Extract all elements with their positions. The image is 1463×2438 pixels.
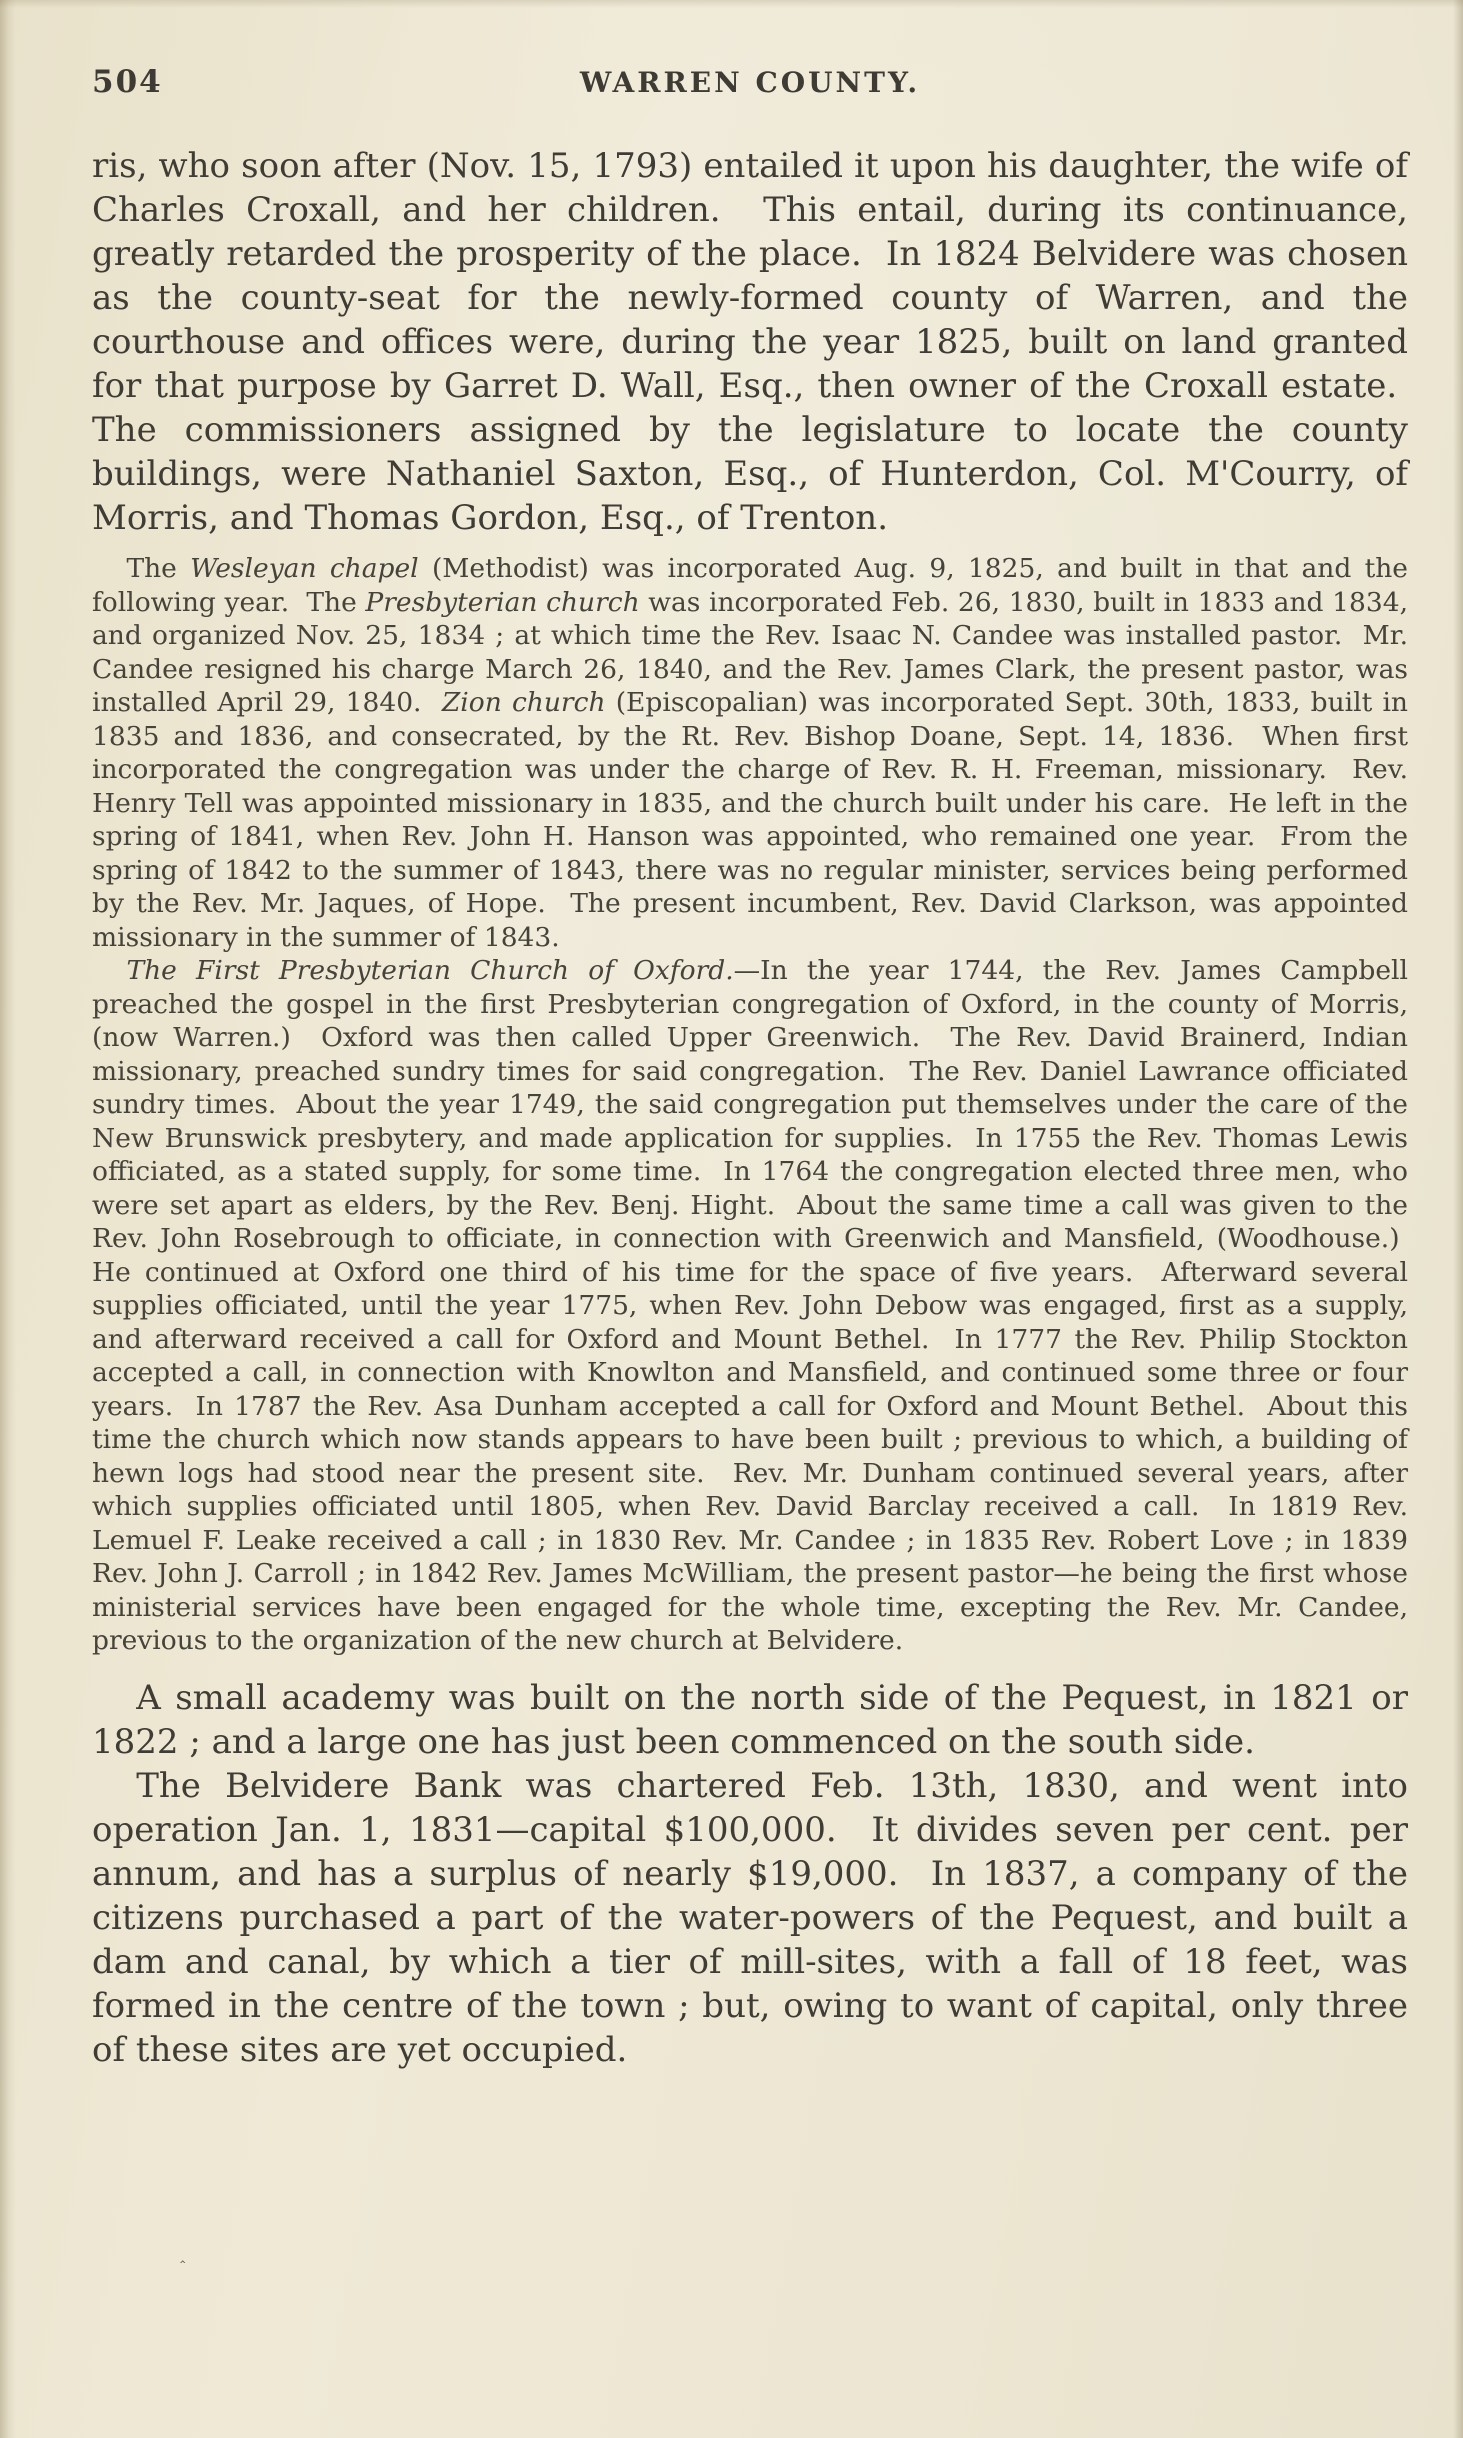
printers-mark: ‸ (180, 2247, 186, 2264)
italic-text-run: Presbyterian church (365, 586, 640, 618)
text-run: The (126, 553, 191, 584)
italic-text-run: Wesleyan chapel (190, 553, 419, 584)
paragraph-academy (92, 1676, 1408, 1764)
running-title: WARREN COUNTY. (579, 66, 921, 99)
text-run: The Belvidere Bank was chartered Feb. 13th, 1830, and went into operation Jan. 1, 1831—capital $100,000. It divides seven per cent. per annum, and has a surplus of nearly $19,000. In 1837, a company of the citizens purchased a part of the water-powers of the Pequest, and built a dam and canal, by which a tier of mill-sites, with a fall of 18 feet, was formed in the centre of the town ; but, owing to want of capital, only three of these sites are yet occupied. (92, 1765, 1408, 2070)
text-run: (Episcopalian) was incorporated Sept. 30th, 1833, built in 1835 and 1836, and consecrated, by the Rt. Rev. Bishop Doane, Sept. 14, 1836. When first incorporated the congregation was under the charge of Rev. R. H. Freeman, missionary. Rev. Henry Tell was appointed missionary in 1835, and the church built under his care. He left in the spring of 1841, when Rev. John H. Hanson was appointed, who remained one year. From the spring of 1842 to the summer of 1843, there was no regular minister, services being performed by the Rev. Mr. Jaques, of Hope. The present incumbent, Rev. David Clarkson, was appointed missionary in the summer of 1843. (92, 687, 1408, 953)
text-block (92, 144, 1408, 2072)
paragraph-county-seat (92, 144, 1408, 540)
text-run: ris, who soon after (Nov. 15, 1793) entailed it upon his daughter, the wife of Charles Croxall, and her children. This entail, during its continuance, greatly retarded the prosperity of the place. In 1824 Belvidere was chosen as the county-seat for the newly-formed county of Warren, and the courthouse and offices were, during the year 1825, built on land granted for that purpose by Garret D. Wall, Esq., then owner of the Croxall estate. The commissioners assigned by the legislature to locate the county buildings, were Nathaniel Saxton, Esq., of Hunterdon, Col. M'Courry, of Morris, and Thomas Gordon, Esq., of Trenton. (92, 146, 1408, 538)
paragraph-first-presbyterian-oxford (92, 954, 1408, 1658)
text-run: was incorporated Feb. 26, 1830, built in 1833 and 1834, and organized Nov. 25, 1834 ; at which time the Rev. Isaac N. Candee was installed pastor. Mr. Candee resigned his charge March 26, 1840, and the Rev. James Clark, the present pastor, was installed April 29, 1840. (92, 586, 1408, 718)
page-header (92, 64, 1408, 104)
italic-text-run: Zion church (441, 687, 606, 718)
page-left-edge-shadow (0, 0, 16, 2438)
text-area (92, 64, 1408, 2072)
paragraph-churches (92, 552, 1408, 954)
paragraph-belvidere-bank (92, 1764, 1408, 2072)
text-run: A small academy was built on the north side of the Pequest, in 1821 or 1822 ; and a large one has just been commenced on the south side. (92, 1677, 1408, 1762)
page-top-edge-shadow (0, 0, 1463, 8)
text-run: —In the year 1744, the Rev. James Campbell preached the gospel in the first Presbyterian congregation of Oxford, in the county of Morris, (now Warren.) Oxford was then called Upper Greenwich. The Rev. David Brainerd, Indian missionary, preached sundry times for said congregation. The Rev. Daniel Lawrance officiated sundry times. About the year 1749, the said congregation put themselves under the care of the New Brunswick presbytery, and made application for supplies. In 1755 the Rev. Thomas Lewis officiated, as a stated supply, for some time. In 1764 the congregation elected three men, who were set apart as elders, by the Rev. Benj. Hight. About the same time a call was given to the Rev. John Rosebrough to officiate, in connection with Greenwich and Mansfield, (Woodhouse.) He continued at Oxford one third of his time for the space of five years. Afterward several supplies officiated, until the year 1775, when Rev. John Debow was engaged, first as a supply, and afterward received a call for Oxford and Mount Bethel. In 1777 the Rev. Philip Stockton accepted a call, in connection with Knowlton and Mansfield, and continued some three or four years. In 1787 the Rev. Asa Dunham accepted a call for Oxford and Mount Bethel. About this time the church which now stands appears to have been built ; previous to which, a building of hewn logs had stood near the present site. Rev. Mr. Dunham continued several years, after which supplies officiated until 1805, when Rev. David Barclay received a call. In 1819 Rev. Lemuel F. Leake received a call ; in 1830 Rev. Mr. Candee ; in 1835 Rev. Robert Love ; in 1839 Rev. John J. Carroll ; in 1842 Rev. James McWilliam, the present pastor—he being the first whose ministerial services have been engaged for the whole time, excepting the Rev. Mr. Candee, previous to the organization of the new church at Belvidere. (92, 955, 1408, 1656)
italic-text-run: The First Presbyterian Church of Oxford. (126, 955, 734, 986)
text-run: (Methodist) was incorporated Aug. 9, 1825, and built in that and the following year. The (92, 553, 1408, 618)
page-number: 504 (92, 64, 163, 100)
page-right-edge-shadow (1453, 0, 1463, 2438)
